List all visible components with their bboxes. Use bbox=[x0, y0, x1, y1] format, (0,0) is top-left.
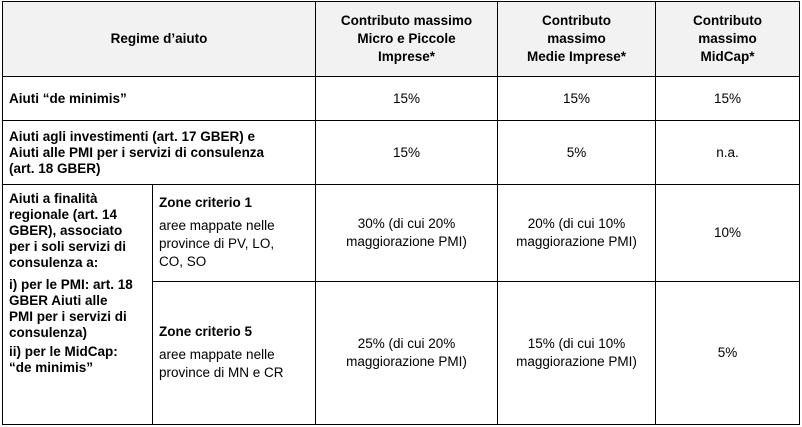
header-text: Contributo bbox=[693, 13, 762, 28]
row-de-minimis bbox=[3, 77, 800, 121]
value-micro-piccole: 15% bbox=[316, 121, 498, 185]
value-midcap: 5% bbox=[656, 282, 800, 425]
row-label: Aiuti “de minimis” bbox=[3, 77, 316, 121]
header-medie bbox=[498, 2, 656, 77]
label-line: PMI per i servizi di bbox=[9, 309, 127, 324]
label-line: consulenza) bbox=[9, 325, 88, 340]
value-line: 15% (di cui 10% bbox=[527, 336, 626, 351]
row-label-regionale bbox=[3, 185, 153, 425]
label-line: per i soli servizi di bbox=[9, 239, 127, 254]
label-line: (art. 18 GBER) bbox=[9, 160, 101, 176]
value-medie: 5% bbox=[498, 121, 656, 185]
header-midcap bbox=[656, 2, 800, 77]
label-line: GBER), associato bbox=[9, 223, 123, 238]
value-micro-piccole bbox=[316, 282, 498, 425]
label-line: consulenza a: bbox=[9, 255, 99, 270]
header-text: Medie Imprese* bbox=[526, 49, 627, 64]
row-zone-criterio-1 bbox=[3, 185, 800, 282]
value-micro-piccole: 15% bbox=[316, 77, 498, 121]
zone-desc-line: province di PV, LO, bbox=[159, 236, 275, 251]
label-line: GBER Aiuti alle bbox=[9, 293, 108, 308]
zone-criterio-1 bbox=[153, 185, 316, 282]
zone-title: Zone criterio 1 bbox=[159, 195, 253, 210]
header-text: Contributo massimo bbox=[340, 13, 473, 28]
label-line: i) per le PMI: art. 18 bbox=[9, 277, 133, 292]
header-text: Imprese* bbox=[377, 49, 436, 64]
value-medie: 15% bbox=[498, 77, 656, 121]
value-line: 20% (di cui 10% bbox=[527, 216, 626, 231]
value-medie bbox=[498, 282, 656, 425]
label-line: Aiuti alle PMI per i servizi di consulenza bbox=[9, 144, 265, 160]
value-line: 30% (di cui 20% bbox=[357, 216, 456, 231]
value-midcap: 15% bbox=[656, 77, 800, 121]
zone-desc-line: province di MN e CR bbox=[159, 365, 284, 380]
header-micro-piccole bbox=[316, 2, 498, 77]
label-line: ii) per le MidCap: bbox=[9, 344, 118, 359]
zone-title: Zone criterio 5 bbox=[159, 324, 253, 339]
header-text: massimo bbox=[698, 31, 757, 46]
header-text: MidCap* bbox=[700, 49, 755, 64]
value-line: 25% (di cui 20% bbox=[357, 336, 456, 351]
value-line: maggiorazione PMI) bbox=[516, 234, 637, 249]
zone-criterio-5 bbox=[153, 282, 316, 425]
label-line: Aiuti a finalità bbox=[9, 191, 98, 206]
header-text: Contributo bbox=[542, 13, 611, 28]
row-investimenti bbox=[3, 121, 800, 185]
value-line: maggiorazione PMI) bbox=[516, 354, 637, 369]
value-line: maggiorazione PMI) bbox=[346, 234, 467, 249]
row-label bbox=[3, 121, 316, 185]
label-line: “de minimis” bbox=[9, 360, 94, 375]
value-micro-piccole bbox=[316, 185, 498, 282]
value-midcap: n.a. bbox=[656, 121, 800, 185]
zone-desc-line: aree mappate nelle bbox=[159, 218, 275, 233]
value-medie bbox=[498, 185, 656, 282]
aid-table bbox=[2, 1, 800, 425]
header-text: massimo bbox=[547, 31, 606, 46]
header-text: Micro e Piccole bbox=[357, 31, 456, 46]
label-line: regionale (art. 14 bbox=[9, 207, 118, 222]
header-row bbox=[3, 2, 800, 77]
zone-desc-line: aree mappate nelle bbox=[159, 347, 275, 362]
value-midcap: 10% bbox=[656, 185, 800, 282]
zone-desc-line: CO, SO bbox=[159, 254, 207, 269]
header-regime: Regime d’aiuto bbox=[3, 2, 316, 77]
value-line: maggiorazione PMI) bbox=[346, 354, 467, 369]
label-line: Aiuti agli investimenti (art. 17 GBER) e bbox=[9, 128, 256, 144]
